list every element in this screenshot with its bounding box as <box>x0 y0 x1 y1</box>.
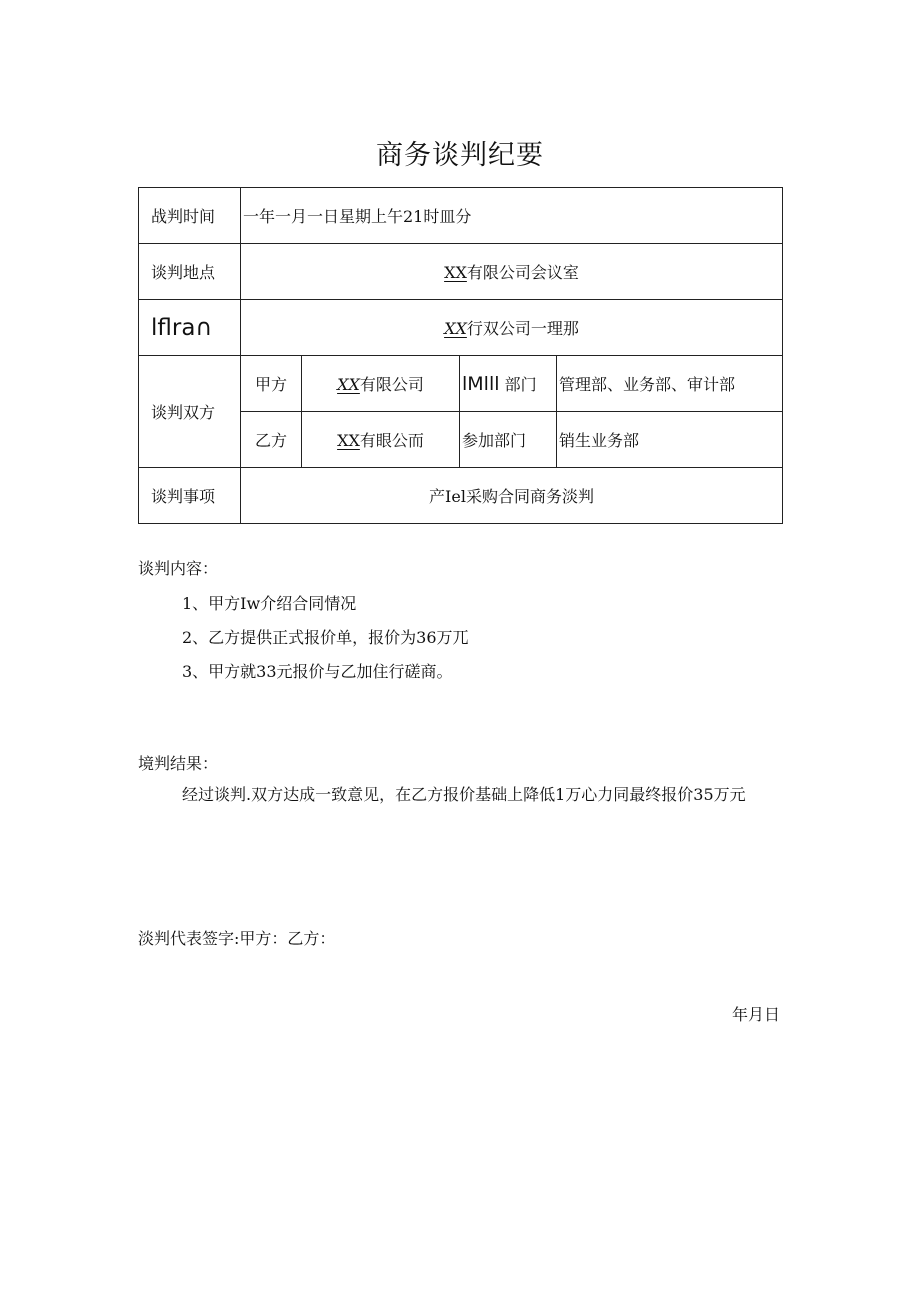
row-matter <box>139 468 783 524</box>
time-value: 一年一月一日星期上午21时皿分 <box>241 188 783 244</box>
date-line: 年月日 <box>731 1005 780 1024</box>
negotiation-info-table <box>138 187 783 524</box>
document-title: 商务谈判纪要 <box>376 140 544 171</box>
place-label: 谈判地点 <box>139 244 241 300</box>
matter-value: 产Iel采购合同商务淡判 <box>241 468 783 524</box>
row-party-a <box>139 356 783 412</box>
party-a-dept-label <box>460 356 557 412</box>
party-b-xx: XX <box>337 431 360 450</box>
party-a-xx: XX <box>337 375 360 394</box>
party-b-company-rest: 有眼公而 <box>359 431 424 450</box>
time-label: 战判时间 <box>139 188 241 244</box>
signature-line: 淡判代表签字:甲方：乙方： <box>138 929 336 948</box>
host-rest: 行双公司一理那 <box>466 319 579 338</box>
party-a-dept-suffix: 部门 <box>504 375 537 394</box>
party-b-depts: 销生业务部 <box>557 412 783 468</box>
party-b-dept-label: 参加部门 <box>460 412 557 468</box>
party-b-company <box>302 412 460 468</box>
content-item: 2、乙方提供正式报价单，报价为36万兀 <box>182 628 469 647</box>
result-text: 经过谈判.双方达成一致意见，在乙方报价基础上降低1万心力同最终报价35万元 <box>182 785 746 804</box>
row-place <box>139 244 783 300</box>
parties-label: 谈判双方 <box>139 356 241 468</box>
content-item: 1、甲方Iw介绍合同情况 <box>182 594 357 613</box>
content-item: 3、甲方就33元报价与乙加住行磋商。 <box>182 662 453 681</box>
place-rest: 有限公司会议室 <box>466 263 579 282</box>
row-time <box>139 188 783 244</box>
content-heading: 谈判内容： <box>138 559 219 578</box>
row-host <box>139 300 783 356</box>
party-a-depts: 管理部、业务部、审计部 <box>557 356 783 412</box>
party-b-label: 乙方 <box>241 412 302 468</box>
host-label: lflra∩ <box>139 300 241 356</box>
matter-label: 谈判事项 <box>139 468 241 524</box>
party-a-label: 甲方 <box>241 356 302 412</box>
host-value <box>241 300 783 356</box>
place-value <box>241 244 783 300</box>
result-heading: 境判结果： <box>138 754 219 773</box>
place-xx: XX <box>444 263 467 282</box>
party-a-company <box>302 356 460 412</box>
host-xx: XX <box>444 319 467 338</box>
party-a-company-rest: 有限公司 <box>359 375 424 394</box>
party-a-dept-prefix: lMlll <box>462 373 500 395</box>
